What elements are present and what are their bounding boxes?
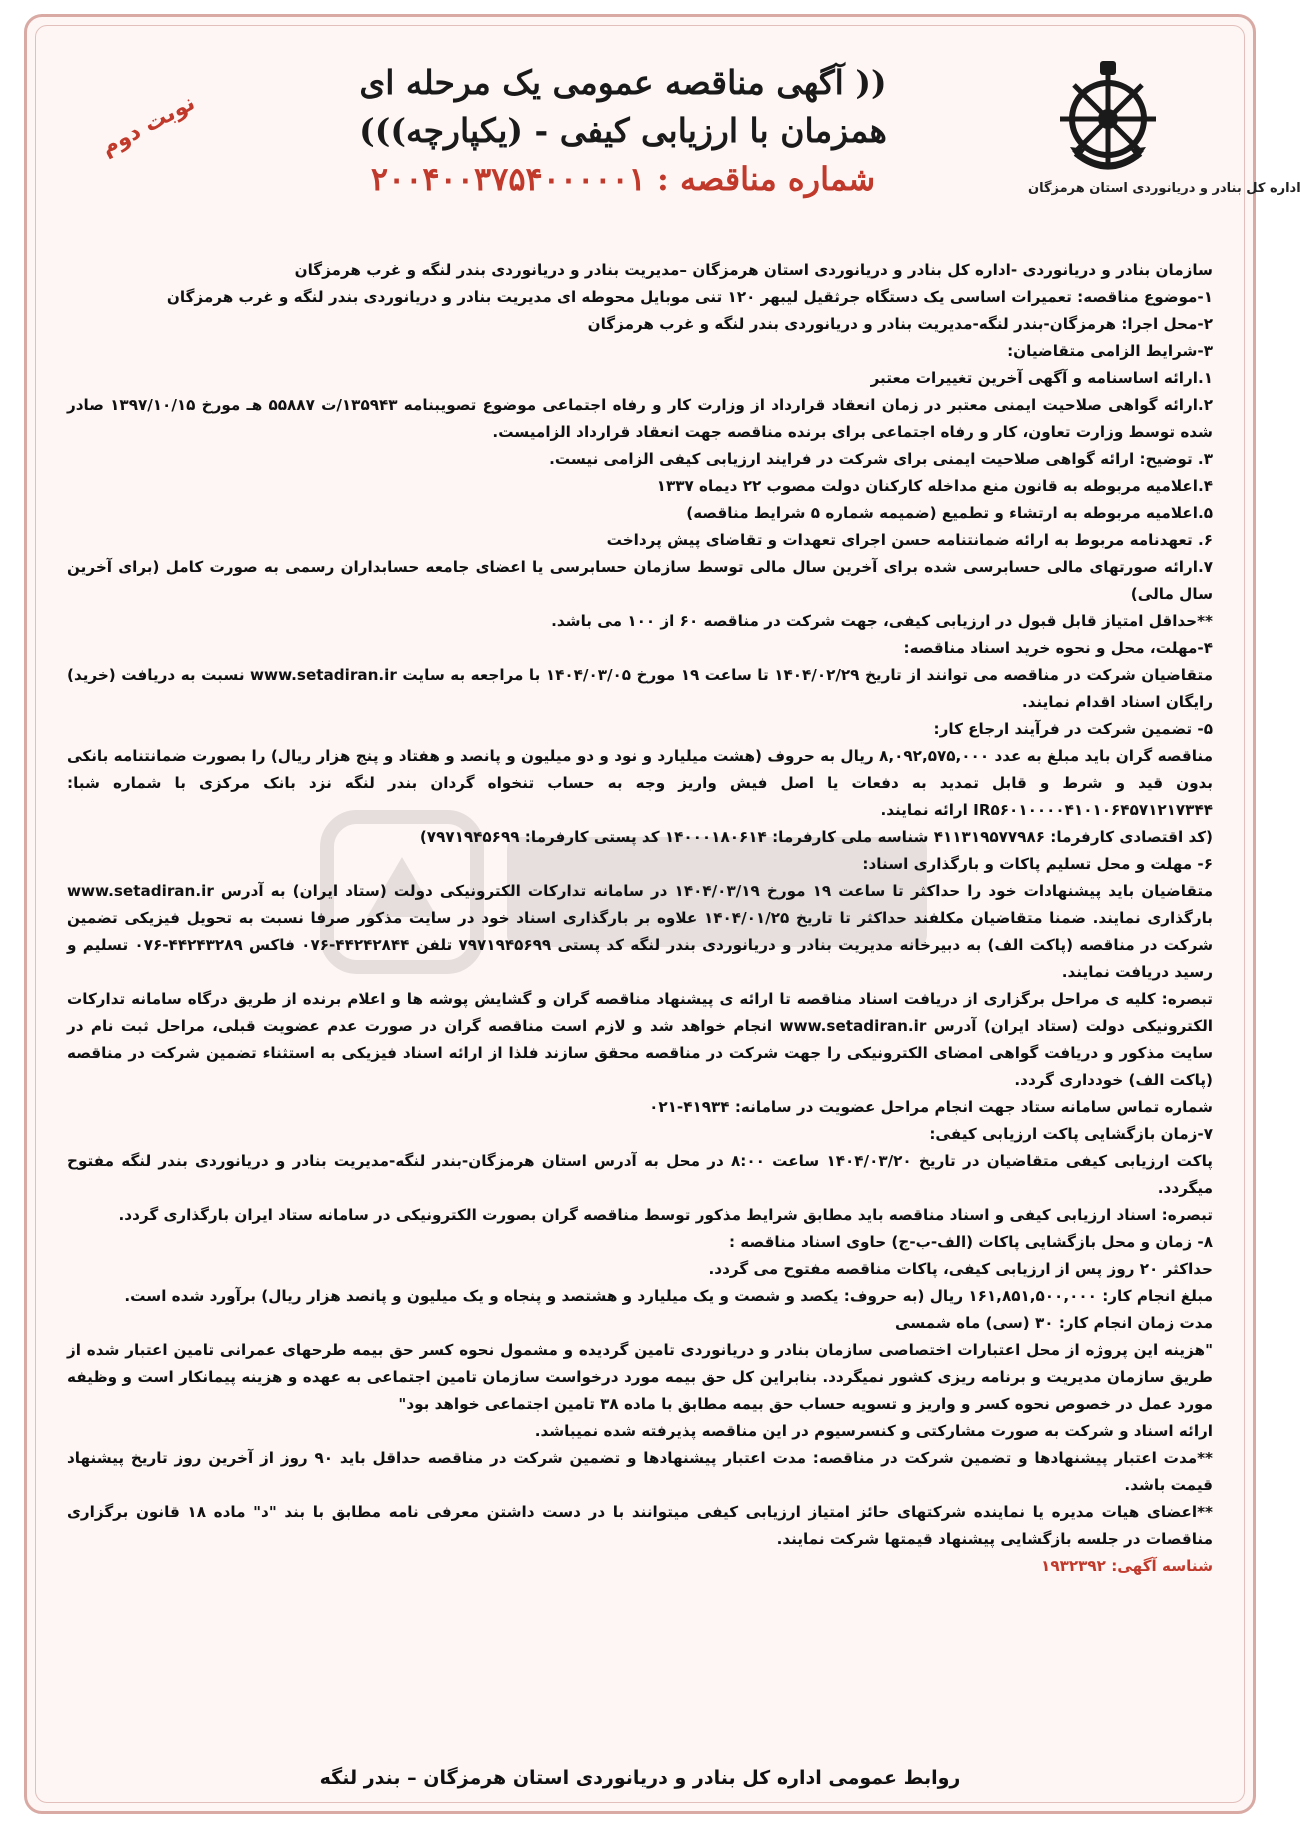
- condition-6: ۶. تعهدنامه مربوط به ارائه ضمانتنامه حسن اجرای تعهدات و تقاضای پیش پرداخت: [606, 531, 1213, 549]
- board-note: **اعضای هیات مدیره یا نماینده شرکتهای حائز امتیاز ارزیابی کیفی میتوانند با در دست داشتن معرفی نامه مطابق با بند "د" ماده ۱۸ قانون برگزاری مناقصات در جلسه بازگشایی پیشنهاد قیمتها شرکت نمایند.: [67, 1503, 1213, 1548]
- section-3-heading: ۳-شرایط الزامی متقاضیان:: [1007, 342, 1213, 360]
- header: [27, 17, 1301, 227]
- title-line-2: همزمان با ارزیابی کیفی - (یکپارچه))): [359, 111, 887, 150]
- section-6-note: تبصره: کلیه ی مراحل برگزاری از دریافت اسناد مناقصه تا ارائه ی پیشنهاد مناقصه گران و گشایش پوشه ها و اعلام برنده از طریق درگاه سامانه تدارکات الکترونیکی دولت (ستاد ایران) آدرس www.setadiran.ir انجام خواهد شد و لازم است مناقصه گران در صورت عدم عضویت قبلی، مراحل ثبت نام در سایت مذکور و دریافت گواهی امضای الکترونیکی را جهت شرکت در مناقصه محقق سازند فلذا از ارائه اسناد فیزیکی به استثناء تضمین شرکت در مناقصه (پاکت الف) خودداری گردد.: [67, 990, 1214, 1089]
- section-8-text: حداکثر ۲۰ روز پس از ارزیابی کیفی، پاکات مناقصه مفتوح می گردد.: [708, 1260, 1213, 1278]
- section-2: ۲-محل اجرا: هرمزگان-بندر لنگه-مدیریت بنادر و دریانوردی بندر لنگه و غرب هرمزگان: [587, 315, 1213, 333]
- setad-phone: شماره تماس سامانه ستاد جهت انجام مراحل عضویت در سامانه: ۴۱۹۳۴-۰۲۱: [649, 1098, 1213, 1116]
- validity-note: **مدت اعتبار پیشنهادها و تضمین شرکت در مناقصه: مدت اعتبار پیشنهادها و تضمین شرکت در مناقصه حداقل باید ۹۰ روز از آخرین روز تاریخ پیشنهاد قیمت باشد.: [67, 1449, 1214, 1494]
- condition-1: ۱.ارائه اساسنامه و آگهی آخرین تغییرات معتبر: [870, 369, 1213, 387]
- condition-7: ۷.ارائه صورتهای مالی حسابرسی شده برای آخرین سال مالی توسط سازمان حسابرسی یا اعضای جامعه حسابداران رسمی به صورت کامل (برای آخرین سال مالی): [67, 558, 1213, 603]
- intro-line: سازمان بنادر و دریانوردی -اداره کل بنادر و دریانوردی استان هرمزگان –مدیریت بنادر و دریانوردی بندر لنگه و غرب هرمزگان: [294, 261, 1213, 279]
- section-4-text: متقاضیان شرکت در مناقصه می توانند از تاریخ ۱۴۰۴/۰۲/۲۹ تا ساعت ۱۹ مورخ ۱۴۰۴/۰۳/۰۵ با مراجعه به سایت www.setadiran.ir نسبت به دریافت (خرید) رایگان اسناد اقدام نمایند.: [67, 666, 1214, 711]
- anchor-wheel-icon: [1048, 57, 1168, 177]
- section-1: ۱-موضوع مناقصه: تعمیرات اساسی یک دستگاه جرثقیل لیبهر ۱۲۰ تنی موبایل محوطه ای مدیریت بنادر و دریانوردی بندر لنگه و غرب هرمزگان: [166, 288, 1213, 306]
- section-7-heading: ۷-زمان بازگشایی پاکت ارزیابی کیفی:: [929, 1125, 1213, 1143]
- section-7-note: تبصره: اسناد ارزیابی کیفی و اسناد مناقصه باید مطابق شرایط مذکور توسط مناقصه گران بصورت الکترونیکی در سامانه ستاد ایران بارگذاری گردد.: [118, 1206, 1213, 1224]
- work-amount: مبلغ انجام کار: ۱۶۱,۸۵۱,۵۰۰,۰۰۰ ریال (به حروف: یکصد و شصت و یک میلیارد و هشتصد و پنجاه و یک میلیون و پانصد هزار ریال) برآورد شده است.: [124, 1287, 1213, 1305]
- section-6-heading: ۶- مهلت و محل تسلیم پاکات و بارگذاری اسناد:: [862, 855, 1213, 873]
- section-4-heading: ۴-مهلت، محل و نحوه خرید اسناد مناقصه:: [903, 639, 1213, 657]
- title-line-1: (( آگهی مناقصه عمومی یک مرحله ای: [359, 63, 887, 102]
- section-5-text: مناقصه گران باید مبلغ به عدد ۸,۰۹۲,۵۷۵,۰۰۰ ریال به حروف (هشت میلیارد و نود و دو میلیون و پانصد و هفتاد و پنج هزار ریال) را بصورت ضمانتنامه بانکی بدون قید و شرط و قابل تمدید به دفعات یا اصل فیش واریز وجه به حساب تنخواه گردان بندر لنگه نزد بانک مرکزی با شماره شبا: IR۵۶۰۱۰۰۰۰۴۱۰۱۰۶۴۵۷۱۲۱۷۳۴۴ ارائه نمایند.: [67, 747, 1213, 819]
- condition-5: ۵.اعلامیه مربوطه به ارتشاء و تطمیع (ضمیمه شماره ۵ شرایط مناقصه): [686, 504, 1213, 522]
- condition-4: ۴.اعلامیه مربوطه به قانون منع مداخله کارکنان دولت مصوب ۲۲ دیماه ۱۳۳۷: [656, 477, 1213, 495]
- work-duration: مدت زمان انجام کار: ۳۰ (سی) ماه شمسی: [894, 1314, 1213, 1332]
- org-logo: [1028, 57, 1301, 207]
- employer-codes: (کد اقتصادی کارفرما: ۴۱۱۳۱۹۵۷۷۹۸۶ شناسه ملی کارفرما: ۱۴۰۰۰۱۸۰۶۱۴ کد پستی کارفرما: ۷۹۷۱۹۴۵۶۹۹): [419, 828, 1213, 846]
- notice-frame: [24, 14, 1301, 1814]
- ad-id: شناسه آگهی: ۱۹۳۲۳۹۲: [1041, 1557, 1213, 1575]
- title-block: [303, 59, 943, 203]
- condition-3: ۳. توضیح: ارائه گواهی صلاحیت ایمنی برای شرکت در فرایند ارزیابی کیفی الزامی نیست.: [549, 450, 1213, 468]
- org-caption: اداره کل بنادر و دریانوردی استان هرمزگان: [1028, 181, 1301, 196]
- section-6-text: متقاضیان باید پیشنهادات خود را حداکثر تا ساعت ۱۹ مورخ ۱۴۰۴/۰۳/۱۹ در سامانه تدارکات الکترونیکی دولت (ستاد ایران) به آدرس www.setadiran.ir بارگذاری نمایند. ضمنا متقاضیان مکلفند حداکثر تا تاریخ ۱۴۰۴/۰۱/۲۵ علاوه بر بارگذاری اسناد خود در سایت مذکور صرفا نسبت به تحویل فیزیکی تضمین شرکت در مناقصه (پاکت الف) به دبیرخانه مدیریت بنادر و دریانوردی بندر لنگه کد پستی ۷۹۷۱۹۴۵۶۹۹ تلفن ۴۴۲۴۲۸۴۴-۰۷۶ فاکس ۴۴۲۴۳۲۸۹-۰۷۶ تسلیم و رسید دریافت نمایند.: [67, 882, 1214, 981]
- notice-body: [67, 257, 1213, 1580]
- tender-number: شماره مناقصه : ۲۰۰۴۰۰۳۷۵۴۰۰۰۰۰۱: [370, 160, 876, 198]
- condition-2: ۲.ارائه گواهی صلاحیت ایمنی معتبر در زمان انعقاد قرارداد از وزارت کار و رفاه اجتماعی موضوع تصویبنامه ۱۳۵۹۴۳/ت ۵۵۸۸۷ هـ مورخ ۱۳۹۷/۱۰/۱۵ صادر شده توسط وزارت تعاون، کار و رفاه اجتماعی برای برنده مناقصه جهت انعقاد قرارداد الزامیست.: [67, 396, 1213, 441]
- consortium-note: ارائه اسناد و شرکت به صورت مشارکتی و کنسرسیوم در این مناقصه پذیرفته شده نمیباشد.: [534, 1422, 1213, 1440]
- insurance-paragraph: "هزینه این پروژه از محل اعتبارات اختصاصی سازمان بنادر و دریانوردی تامین گردیده و مشمول نحوه کسر حق بیمه طرحهای عمرانی تامین اعتبار شده از طریق سازمان مدیریت و برنامه ریزی کشور نمیگردد. بنابراین کل حق بیمه مورد درخواست سازمان تامین اجتماعی به عهده و هزینه پیمانکار است و وظیفه مورد عمل در خصوص نحوه کسر و واریز و تسویه حساب حق بیمه مطابق با ماده ۳۸ تامین اجتماعی خواهد بود": [67, 1341, 1213, 1413]
- min-score-note: **حداقل امتیاز قابل قبول در ارزیابی کیفی، جهت شرکت در مناقصه ۶۰ از ۱۰۰ می باشد.: [551, 612, 1213, 630]
- section-7-text: پاکت ارزیابی کیفی متقاضیان در تاریخ ۱۴۰۴/۰۳/۲۰ ساعت ۸:۰۰ در محل به آدرس استان هرمزگان-بندر لنگه-مدیریت بنادر و دریانوردی بندر لنگه مفتوح میگردد.: [67, 1152, 1213, 1197]
- section-8-heading: ۸- زمان و محل بازگشایی پاکات (الف-ب-ج) حاوی اسناد مناقصه :: [728, 1233, 1213, 1251]
- footer-signature: روابط عمومی اداره کل بنادر و دریانوردی استان هرمزگان – بندر لنگه: [319, 1767, 961, 1789]
- round-label: نوبت دوم: [97, 90, 200, 161]
- section-5-heading: ۵- تضمین شرکت در فرآیند ارجاع کار:: [933, 720, 1213, 738]
